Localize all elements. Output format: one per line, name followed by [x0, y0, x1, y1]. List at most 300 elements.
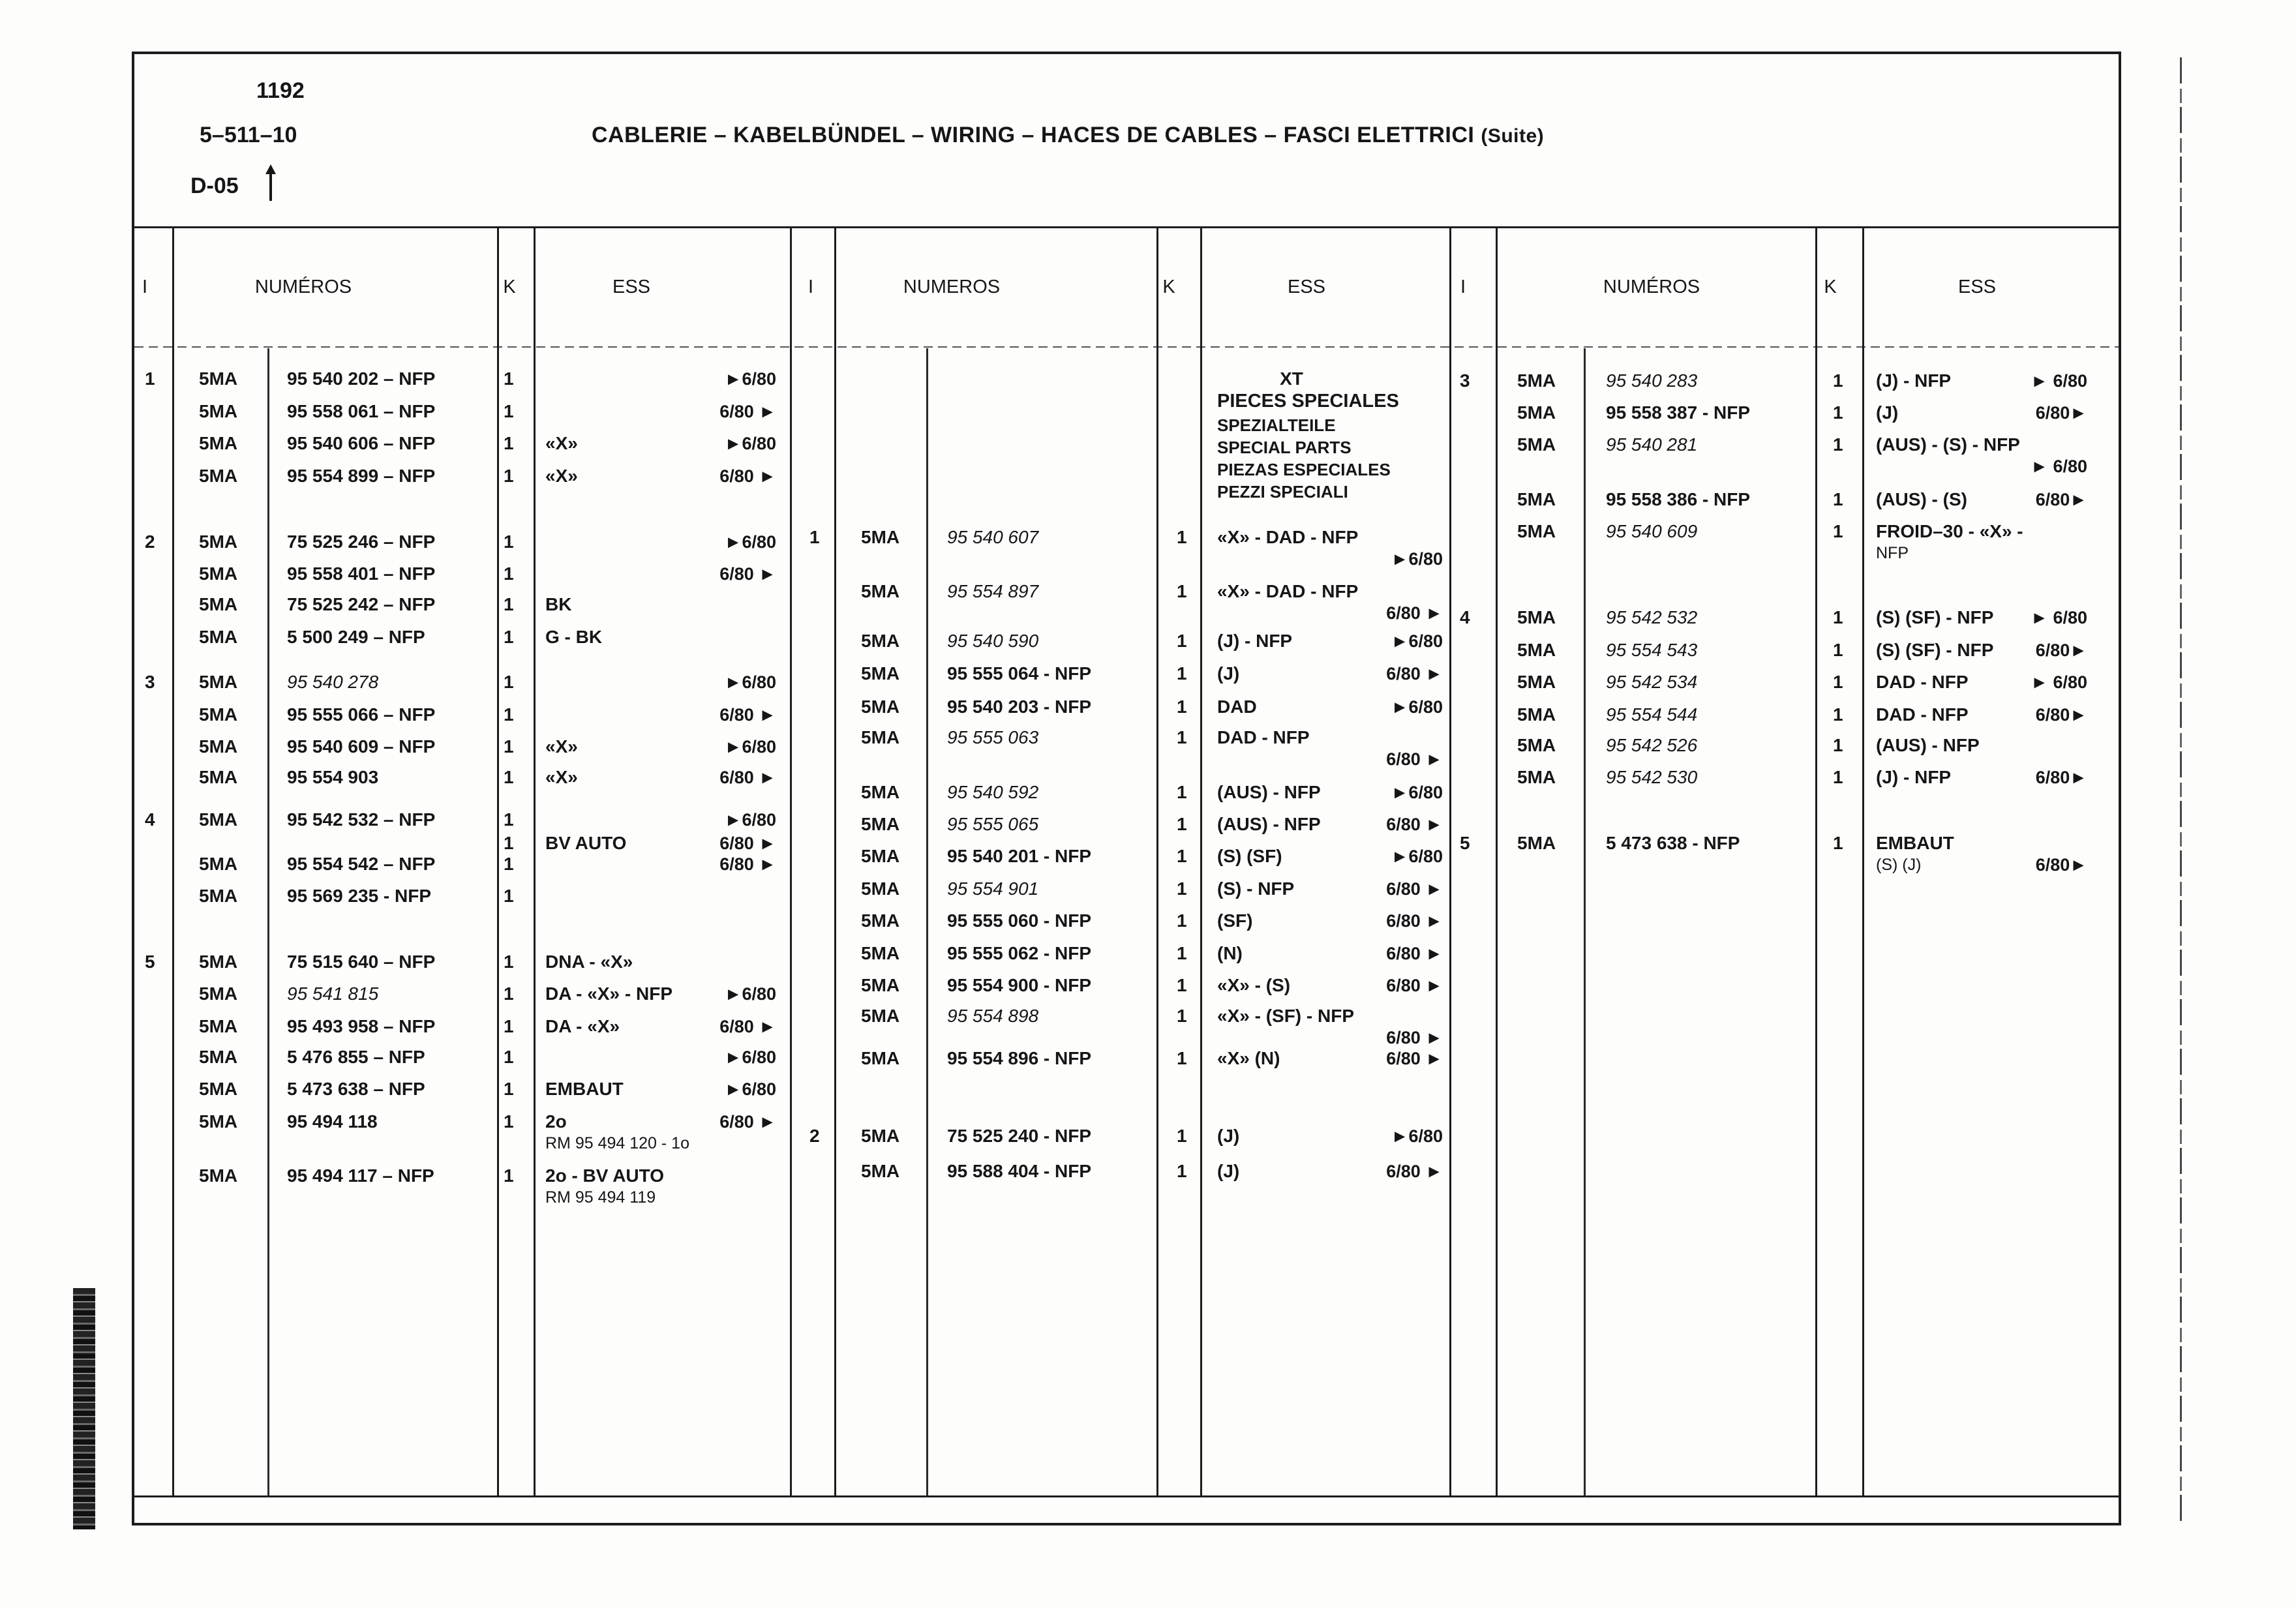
- part-prefix: 5MA: [861, 943, 900, 963]
- catalog-row: [145, 401, 776, 422]
- catalog-row: [145, 833, 776, 854]
- catalog-row: [1460, 370, 2087, 391]
- part-number: 95 540 283: [1606, 370, 1698, 391]
- part-number: 95 588 404 - NFP: [947, 1161, 1092, 1181]
- part-number: 95 558 061 – NFP: [287, 401, 436, 421]
- catalog-row: [145, 886, 776, 907]
- catalog-row: [809, 1126, 1443, 1147]
- quantity-k: 1: [1833, 640, 1843, 660]
- catalog-row: [145, 767, 776, 788]
- ess-date-ref: 6/80 ►: [719, 402, 776, 421]
- ess-date-ref: 6/80 ►: [1386, 976, 1443, 995]
- ess-text: «X»: [545, 767, 578, 787]
- ess-text: (J): [1217, 1161, 1240, 1181]
- catalog-row: [1460, 434, 2087, 476]
- catalog-row: [145, 1165, 776, 1207]
- part-number: 95 555 066 – NFP: [287, 704, 436, 725]
- numeros-subdivider: [267, 348, 269, 1496]
- part-prefix: 5MA: [199, 854, 238, 874]
- quantity-k: 1: [1833, 521, 1843, 541]
- part-number: 95 554 897: [947, 581, 1039, 601]
- part-prefix: 5MA: [1517, 833, 1556, 853]
- part-number: 95 554 901: [947, 879, 1039, 899]
- catalog-row: [145, 368, 776, 389]
- ess-date-ref: ►6/80: [724, 810, 776, 830]
- scan-margin-mark: [73, 1288, 95, 1529]
- item-index: 5: [1460, 833, 1470, 853]
- ess-text: BK: [545, 594, 572, 614]
- part-number: 75 525 246 – NFP: [287, 532, 436, 552]
- part-number: 95 554 903: [287, 767, 379, 787]
- quantity-k: 1: [1833, 607, 1843, 627]
- quantity-k: 1: [1177, 581, 1187, 601]
- part-prefix: 5MA: [199, 594, 238, 614]
- catalog-row: [145, 809, 776, 830]
- catalog-row: [145, 466, 776, 487]
- quantity-k: 1: [1833, 735, 1843, 755]
- part-prefix: 5MA: [861, 631, 900, 651]
- ess-text: BV AUTO: [545, 833, 627, 853]
- part-prefix: 5MA: [199, 767, 238, 787]
- quantity-k: 1: [504, 1165, 514, 1186]
- quantity-k: 1: [1177, 1006, 1187, 1026]
- quantity-k: 1: [1833, 767, 1843, 787]
- catalog-reference: 5–511–10: [200, 123, 297, 147]
- catalog-row: [145, 704, 776, 725]
- part-prefix: 5MA: [861, 1161, 900, 1181]
- special-parts-label-fr: PIECES SPECIALES: [1217, 391, 1399, 412]
- special-parts-label-de: SPEZIALTEILE: [1217, 415, 1336, 435]
- ess-date-ref: ►6/80: [1391, 1126, 1443, 1146]
- ess-text: DNA - «X»: [545, 952, 633, 972]
- part-prefix: 5MA: [199, 736, 238, 757]
- ess-text: DAD: [1217, 697, 1257, 717]
- quantity-k: 1: [1177, 1048, 1187, 1068]
- ess-text: (S) (SF) - NFP: [1876, 607, 1994, 627]
- catalog-row: [809, 814, 1443, 835]
- col-header-ess: ESS: [1957, 277, 1997, 297]
- ess-text: (AUS) - NFP: [1876, 735, 1980, 755]
- part-number: 75 515 640 – NFP: [287, 952, 436, 972]
- ess-date-ref: 6/80 ►: [719, 705, 776, 725]
- ess-text: (AUS) - (S) - NFP: [1876, 434, 2020, 455]
- part-prefix: 5MA: [199, 1079, 238, 1099]
- footer-separator: [134, 1495, 2121, 1497]
- part-prefix: 5MA: [199, 1111, 238, 1132]
- ess-date-ref: 6/80 ►: [719, 834, 776, 853]
- item-index: 1: [145, 368, 155, 389]
- section-code: D-05: [190, 173, 239, 198]
- ess-text: (N): [1217, 943, 1243, 963]
- col-header-ess: ESS: [1287, 277, 1326, 297]
- ess-text: DA - «X»: [545, 1016, 620, 1036]
- part-number: 95 540 609: [1606, 521, 1698, 541]
- catalog-row: [809, 697, 1443, 717]
- ess-date-ref: ►6/80: [1391, 631, 1443, 651]
- ess-text: DAD - NFP: [1217, 727, 1310, 747]
- quantity-k: 1: [1833, 672, 1843, 692]
- group-divider: [790, 227, 792, 1496]
- part-number: 95 558 386 - NFP: [1606, 489, 1751, 509]
- ess-text: 2o: [545, 1111, 567, 1132]
- quantity-k: 1: [504, 704, 514, 725]
- part-number: 95 555 064 - NFP: [947, 663, 1092, 683]
- ess-text: (SF): [1217, 910, 1253, 931]
- ess-date-ref: ►6/80: [724, 1047, 776, 1067]
- part-prefix: 5MA: [199, 532, 238, 552]
- part-prefix: 5MA: [199, 1047, 238, 1067]
- part-prefix: 5MA: [861, 782, 900, 802]
- quantity-k: 1: [1177, 1126, 1187, 1146]
- catalog-row: [145, 1079, 776, 1100]
- ess-text: (J): [1876, 402, 1899, 423]
- ess-date-ref: ►6/80: [724, 369, 776, 389]
- col-header-numeros: NUMÉROS: [254, 277, 352, 297]
- ess-date-ref: 6/80 ►: [719, 768, 776, 787]
- ess-date-ref: ► 6/80: [2031, 371, 2087, 391]
- column-header-separator: [134, 346, 2119, 348]
- part-prefix: 5MA: [1517, 640, 1556, 660]
- catalog-row: [809, 782, 1443, 803]
- col-header-index: I: [808, 277, 814, 297]
- ess-text: «X»: [545, 736, 578, 757]
- catalog-row: [145, 433, 776, 454]
- page-title-suffix: (Suite): [1481, 125, 1545, 147]
- quantity-k: 1: [1177, 910, 1187, 931]
- ess-date-ref: 6/80 ►: [1386, 664, 1443, 683]
- part-number: 95 540 203 - NFP: [947, 697, 1092, 717]
- ess-text: (J) - NFP: [1876, 370, 1952, 391]
- ess-text-line2: RM 95 494 120 - 1o: [545, 1134, 689, 1152]
- part-number: 95 558 401 – NFP: [287, 563, 436, 584]
- part-prefix: 5MA: [861, 1048, 900, 1068]
- ess-text: «X» - DAD - NFP: [1217, 527, 1359, 547]
- quantity-k: 1: [504, 563, 514, 584]
- catalog-row: [145, 563, 776, 584]
- part-prefix: 5MA: [199, 401, 238, 421]
- part-prefix: 5MA: [199, 1016, 238, 1036]
- catalog-row: [809, 663, 1443, 684]
- part-number: 95 554 900 - NFP: [947, 975, 1092, 995]
- ess-text: G - BK: [545, 627, 603, 647]
- quantity-k: 1: [504, 368, 514, 389]
- catalog-row: [1460, 640, 2087, 661]
- quantity-k: 1: [504, 854, 514, 874]
- part-number: 95 555 065: [947, 814, 1039, 834]
- catalog-row: [145, 854, 776, 875]
- ess-text: «X» (N): [1217, 1048, 1280, 1068]
- ess-date-ref-line2: ► 6/80: [2031, 457, 2087, 476]
- ess-text: (J): [1217, 1126, 1240, 1146]
- part-prefix: 5MA: [1517, 735, 1556, 755]
- catalog-row: [145, 594, 776, 615]
- ess-text-line2: NFP: [1876, 544, 1909, 562]
- part-prefix: 5MA: [1517, 704, 1556, 725]
- part-prefix: 5MA: [1517, 370, 1556, 391]
- quantity-k: 1: [1177, 879, 1187, 899]
- catalog-row: [145, 984, 776, 1004]
- quantity-k: 1: [1177, 697, 1187, 717]
- quantity-k: 1: [504, 627, 514, 647]
- part-number: 95 540 590: [947, 631, 1039, 651]
- part-number: 95 542 532: [1606, 607, 1698, 627]
- quantity-k: 1: [504, 1079, 514, 1099]
- quantity-k: 1: [1833, 434, 1843, 455]
- part-number: 95 542 532 – NFP: [287, 809, 436, 830]
- quantity-k: 1: [504, 532, 514, 552]
- ess-date-ref: 6/80 ►: [719, 854, 776, 874]
- ess-date-ref: ►6/80: [724, 434, 776, 453]
- part-prefix: 5MA: [199, 984, 238, 1004]
- catalog-row: [145, 736, 776, 757]
- ess-date-ref: 6/80►: [2035, 640, 2087, 660]
- part-prefix: 5MA: [1517, 767, 1556, 787]
- ess-date-ref: ►6/80: [1391, 783, 1443, 802]
- quantity-k: 1: [1177, 663, 1187, 683]
- quantity-k: 1: [504, 401, 514, 421]
- quantity-k: 1: [1177, 631, 1187, 651]
- quantity-k: 1: [504, 886, 514, 906]
- ess-text: (S) (SF) - NFP: [1876, 640, 1994, 660]
- part-prefix: 5MA: [199, 809, 238, 830]
- part-prefix: 5MA: [199, 368, 238, 389]
- part-prefix: 5MA: [861, 581, 900, 601]
- part-prefix: 5MA: [861, 846, 900, 866]
- quantity-k: 1: [504, 767, 514, 787]
- col-header-k: K: [503, 277, 516, 297]
- ess-text: DAD - NFP: [1876, 704, 1969, 725]
- part-prefix: 5MA: [199, 1165, 238, 1186]
- ess-text: (J): [1217, 663, 1240, 683]
- item-index: 4: [145, 809, 155, 830]
- part-number: 95 540 202 – NFP: [287, 368, 436, 389]
- catalog-row: [809, 1048, 1443, 1069]
- quantity-k: 1: [1833, 833, 1843, 853]
- part-number: 95 542 526: [1606, 735, 1698, 755]
- part-prefix: 5MA: [861, 975, 900, 995]
- ess-date-ref: 6/80►: [2035, 403, 2087, 423]
- item-index: 2: [145, 532, 155, 552]
- quantity-k: 1: [504, 594, 514, 614]
- part-prefix: 5MA: [199, 433, 238, 453]
- catalog-row: [145, 1016, 776, 1037]
- ess-date-ref: 6/80►: [2035, 768, 2087, 787]
- catalog-row: [809, 975, 1443, 996]
- ess-text: (S) (SF): [1217, 846, 1282, 866]
- ess-date-ref-line2: 6/80►: [2035, 855, 2087, 875]
- quantity-k: 1: [504, 833, 514, 853]
- catalog-row: [1460, 833, 2087, 875]
- quantity-k: 1: [504, 952, 514, 972]
- ess-date-ref: ►6/80: [1391, 847, 1443, 866]
- quantity-k: 1: [1177, 727, 1187, 747]
- part-number: 95 540 607: [947, 527, 1039, 547]
- special-parts-label-es: PIEZAS ESPECIALES: [1217, 460, 1391, 479]
- ess-text: (AUS) - NFP: [1217, 782, 1321, 802]
- part-number: 95 554 898: [947, 1006, 1039, 1026]
- quantity-k: 1: [1177, 527, 1187, 547]
- catalog-row: [145, 1047, 776, 1068]
- part-number: 95 554 542 – NFP: [287, 854, 436, 874]
- ess-text: (AUS) - NFP: [1217, 814, 1321, 834]
- catalog-row: [1460, 402, 2087, 423]
- part-prefix: 5MA: [199, 952, 238, 972]
- ess-date-ref: 6/80►: [2035, 705, 2087, 725]
- part-prefix: 5MA: [861, 1006, 900, 1026]
- catalog-row: [809, 846, 1443, 867]
- quantity-k: 1: [504, 466, 514, 486]
- item-index: 3: [145, 672, 155, 692]
- catalog-row: [809, 1006, 1443, 1047]
- catalog-row: [1460, 767, 2087, 788]
- item-index: 4: [1460, 607, 1470, 627]
- ess-date-ref-line2: 6/80 ►: [1386, 749, 1443, 769]
- ess-text-line2: (S) (J): [1876, 856, 1922, 874]
- part-number: 95 554 896 - NFP: [947, 1048, 1092, 1068]
- ess-date-ref: ►6/80: [724, 984, 776, 1004]
- part-prefix: 5MA: [861, 1126, 900, 1146]
- quantity-k: 1: [1833, 489, 1843, 509]
- part-number: 5 473 638 – NFP: [287, 1079, 425, 1099]
- catalog-row: [809, 727, 1443, 769]
- part-number: 95 540 278: [287, 672, 379, 692]
- quantity-k: 1: [504, 1047, 514, 1067]
- quantity-k: 1: [504, 433, 514, 453]
- quantity-k: 1: [1177, 975, 1187, 995]
- ess-text: «X»: [545, 433, 578, 453]
- part-number: 95 540 609 – NFP: [287, 736, 436, 757]
- part-number: 75 525 242 – NFP: [287, 594, 436, 614]
- ess-date-ref: 6/80 ►: [1386, 1049, 1443, 1068]
- part-number: 75 525 240 - NFP: [947, 1126, 1092, 1146]
- part-number: 95 555 063: [947, 727, 1039, 747]
- catalog-row: [809, 581, 1443, 623]
- catalog-row: [809, 943, 1443, 964]
- ess-text: EMBAUT: [1876, 833, 1954, 853]
- part-prefix: 5MA: [1517, 672, 1556, 692]
- catalog-row: [809, 527, 1443, 569]
- ess-date-ref-line2: 6/80 ►: [1386, 1028, 1443, 1047]
- quantity-k: 1: [1177, 943, 1187, 963]
- part-prefix: 5MA: [861, 663, 900, 683]
- ess-date-ref: 6/80 ►: [719, 466, 776, 486]
- catalog-row: [1460, 672, 2087, 693]
- part-prefix: 5MA: [1517, 489, 1556, 509]
- quantity-k: 1: [1177, 782, 1187, 802]
- part-number: 95 540 281: [1606, 434, 1698, 455]
- quantity-k: 1: [504, 984, 514, 1004]
- ess-date-ref: ►6/80: [724, 1079, 776, 1099]
- part-prefix: 5MA: [861, 527, 900, 547]
- part-prefix: 5MA: [1517, 434, 1556, 455]
- ess-date-ref: 6/80 ►: [719, 1112, 776, 1132]
- ess-date-ref: 6/80 ►: [719, 564, 776, 584]
- part-prefix: 5MA: [199, 672, 238, 692]
- ess-text: (S) - NFP: [1217, 879, 1295, 899]
- part-number: 95 554 544: [1606, 704, 1698, 725]
- ess-date-ref: ►6/80: [724, 672, 776, 692]
- part-number: 95 542 530: [1606, 767, 1698, 787]
- col-header-k: K: [1824, 277, 1837, 297]
- part-prefix: 5MA: [199, 627, 238, 647]
- item-index: 1: [809, 527, 820, 547]
- part-number: 95 540 201 - NFP: [947, 846, 1092, 866]
- ess-text: DAD - NFP: [1876, 672, 1969, 692]
- part-number: 5 500 249 – NFP: [287, 627, 425, 647]
- ess-date-ref-line2: 6/80 ►: [1386, 603, 1443, 623]
- ess-date-ref: 6/80►: [2035, 490, 2087, 509]
- quantity-k: 1: [1177, 814, 1187, 834]
- ess-text: «X»: [545, 466, 578, 486]
- part-prefix: 5MA: [861, 727, 900, 747]
- quantity-k: 1: [1833, 402, 1843, 423]
- group-divider: [1449, 227, 1451, 1496]
- ess-text: FROID–30 - «X» -: [1876, 521, 2023, 541]
- part-number: 5 473 638 - NFP: [1606, 833, 1740, 853]
- ess-date-ref: ►6/80: [724, 532, 776, 552]
- part-prefix: 5MA: [861, 697, 900, 717]
- part-number: 95 554 899 – NFP: [287, 466, 436, 486]
- ess-date-ref: 6/80 ►: [1386, 911, 1443, 931]
- part-number: 95 554 543: [1606, 640, 1698, 660]
- quantity-k: 1: [504, 809, 514, 830]
- part-number: 95 493 958 – NFP: [287, 1016, 436, 1036]
- page-title-text: CABLERIE – KABELBÜNDEL – WIRING – HACES DE CABLES – FASCI ELETTRICI: [592, 123, 1475, 147]
- part-number: 95 542 534: [1606, 672, 1698, 692]
- ess-date-ref-line2: ►6/80: [1391, 549, 1443, 569]
- scan-edge-line: [2180, 57, 2182, 1525]
- catalog-row: [809, 879, 1443, 899]
- part-number: 95 541 815: [287, 984, 379, 1004]
- part-number: 95 540 592: [947, 782, 1039, 802]
- ess-text: (AUS) - (S): [1876, 489, 1967, 509]
- part-number: 95 569 235 - NFP: [287, 886, 432, 906]
- part-number: 95 555 062 - NFP: [947, 943, 1092, 963]
- catalog-row: [145, 1111, 776, 1152]
- part-number: 95 494 117 – NFP: [287, 1165, 434, 1186]
- part-number: 95 540 606 – NFP: [287, 433, 436, 453]
- part-prefix: 5MA: [861, 910, 900, 931]
- ess-date-ref: 6/80 ►: [1386, 1162, 1443, 1181]
- quantity-k: 1: [1833, 704, 1843, 725]
- ess-text: «X» - (S): [1217, 975, 1291, 995]
- ess-text: (J) - NFP: [1217, 631, 1293, 651]
- catalog-row: [1460, 607, 2087, 628]
- part-prefix: 5MA: [1517, 607, 1556, 627]
- catalog-row: [145, 952, 776, 972]
- catalog-row: [1460, 489, 2087, 510]
- special-parts-code: XT: [1280, 368, 1303, 389]
- col-header-k: K: [1162, 277, 1175, 297]
- header-separator: [132, 226, 2121, 228]
- ess-text: «X» - DAD - NFP: [1217, 581, 1359, 601]
- part-number: 95 558 387 - NFP: [1606, 402, 1751, 423]
- part-prefix: 5MA: [1517, 402, 1556, 423]
- part-number: 95 555 060 - NFP: [947, 910, 1092, 931]
- catalog-row: [809, 910, 1443, 931]
- ess-text: (J) - NFP: [1876, 767, 1952, 787]
- catalog-row: [145, 532, 776, 552]
- ess-date-ref: 6/80 ►: [1386, 815, 1443, 834]
- quantity-k: 1: [1833, 370, 1843, 391]
- item-index: 3: [1460, 370, 1470, 391]
- ess-date-ref: ► 6/80: [2031, 608, 2087, 627]
- part-prefix: 5MA: [199, 886, 238, 906]
- page-title: [592, 121, 1544, 150]
- catalog-row: [809, 631, 1443, 652]
- catalog-row: [1460, 735, 2087, 756]
- col-header-ess: ESS: [612, 277, 651, 297]
